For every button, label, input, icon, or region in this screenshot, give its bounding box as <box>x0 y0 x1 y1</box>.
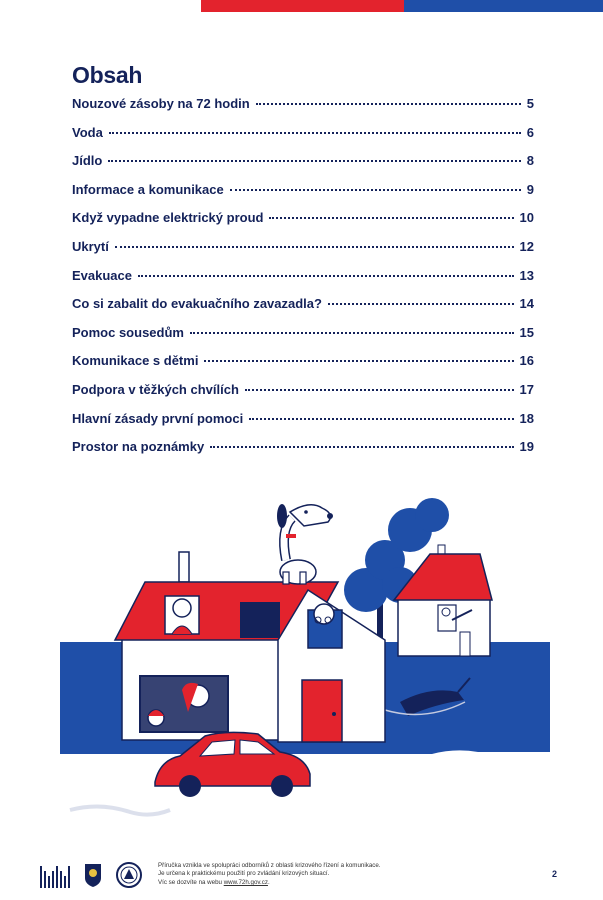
toc-leader <box>115 246 514 248</box>
toc-page: 6 <box>526 124 534 140</box>
toc-leader <box>204 360 513 362</box>
toc-label: Ukrytí <box>72 238 109 254</box>
toc-label: Voda <box>72 124 103 140</box>
toc-label: Prostor na poznámky <box>72 439 205 455</box>
water-waves <box>70 806 170 814</box>
toc-label: Pomoc sousedům <box>72 324 184 340</box>
ministry-logo-icon <box>40 862 70 888</box>
toc-page: 16 <box>519 353 534 369</box>
top-accent-red <box>201 0 404 12</box>
table-of-contents <box>72 96 534 468</box>
footer-web-suffix: . <box>267 878 270 886</box>
toc-page: 5 <box>526 96 534 111</box>
toc-page: 9 <box>526 181 534 197</box>
footer-line: Je určena k praktickému použití pro zvládání krizových situací. <box>158 870 330 878</box>
toc-row[interactable] <box>72 210 534 239</box>
toc-page: 15 <box>519 324 534 340</box>
toc-page: 12 <box>519 238 534 254</box>
toc-label: Nouzové zásoby na 72 hodin <box>72 96 250 111</box>
small-house <box>394 545 492 656</box>
dog <box>277 504 333 584</box>
toc-row[interactable] <box>72 353 534 382</box>
toc-label: Evakuace <box>72 267 132 283</box>
toc-leader <box>249 418 513 420</box>
toc-label: Informace a komunikace <box>72 181 224 197</box>
toc-leader <box>108 160 520 162</box>
toc-row[interactable] <box>72 325 534 354</box>
toc-row[interactable] <box>72 382 534 411</box>
toc-page: 14 <box>519 296 534 312</box>
round-seal-icon <box>116 862 142 888</box>
toc-page: 19 <box>519 439 534 455</box>
toc-row[interactable] <box>72 439 534 468</box>
toc-row[interactable] <box>72 411 534 440</box>
toc-label: Co si zabalit do evakuačního zavazadla? <box>72 296 322 312</box>
toc-leader <box>328 303 514 305</box>
toc-label: Komunikace s dětmi <box>72 353 199 369</box>
toc-row[interactable] <box>72 96 534 125</box>
page-title: Obsah <box>72 62 143 88</box>
toc-leader <box>245 389 514 391</box>
toc-page: 18 <box>519 410 534 426</box>
main-house <box>115 552 385 742</box>
toc-leader <box>269 217 513 219</box>
toc-row[interactable] <box>72 153 534 182</box>
toc-row[interactable] <box>72 125 534 154</box>
toc-page: 8 <box>526 153 534 169</box>
toc-leader <box>256 103 521 105</box>
toc-label: Podpora v těžkých chvílích <box>72 381 239 397</box>
toc-page: 17 <box>519 381 534 397</box>
toc-leader <box>138 275 514 277</box>
toc-label: Hlavní zásady první pomoci <box>72 410 244 426</box>
toc-row[interactable] <box>72 239 534 268</box>
footer-web-link[interactable]: www.72h.gov.cz <box>223 878 268 886</box>
toc-leader <box>190 332 514 334</box>
toc-row[interactable] <box>72 268 534 297</box>
page-footer <box>0 850 603 900</box>
toc-page: 13 <box>519 267 534 283</box>
toc-page: 10 <box>519 210 534 226</box>
footer-line <box>158 879 458 887</box>
footer-web-prefix: Víc se dozvíte na webu <box>158 878 224 886</box>
toc-row[interactable] <box>72 182 534 211</box>
fire-rescue-emblem-icon <box>84 862 102 888</box>
toc-row[interactable] <box>72 296 534 325</box>
page-number: 2 <box>552 869 558 879</box>
toc-leader <box>210 446 513 448</box>
toc-label: Jídlo <box>72 153 103 169</box>
toc-leader <box>230 189 521 191</box>
toc-leader <box>109 132 521 134</box>
top-accent-blue <box>404 0 603 12</box>
toc-label: Když vypadne elektrický proud <box>72 210 264 226</box>
footer-text <box>158 862 458 887</box>
flood-illustration <box>60 490 550 840</box>
footer-line: Příručka vznikla ve spolupráci odborníků z oblasti krizového řízení a komunikace. <box>158 862 381 869</box>
